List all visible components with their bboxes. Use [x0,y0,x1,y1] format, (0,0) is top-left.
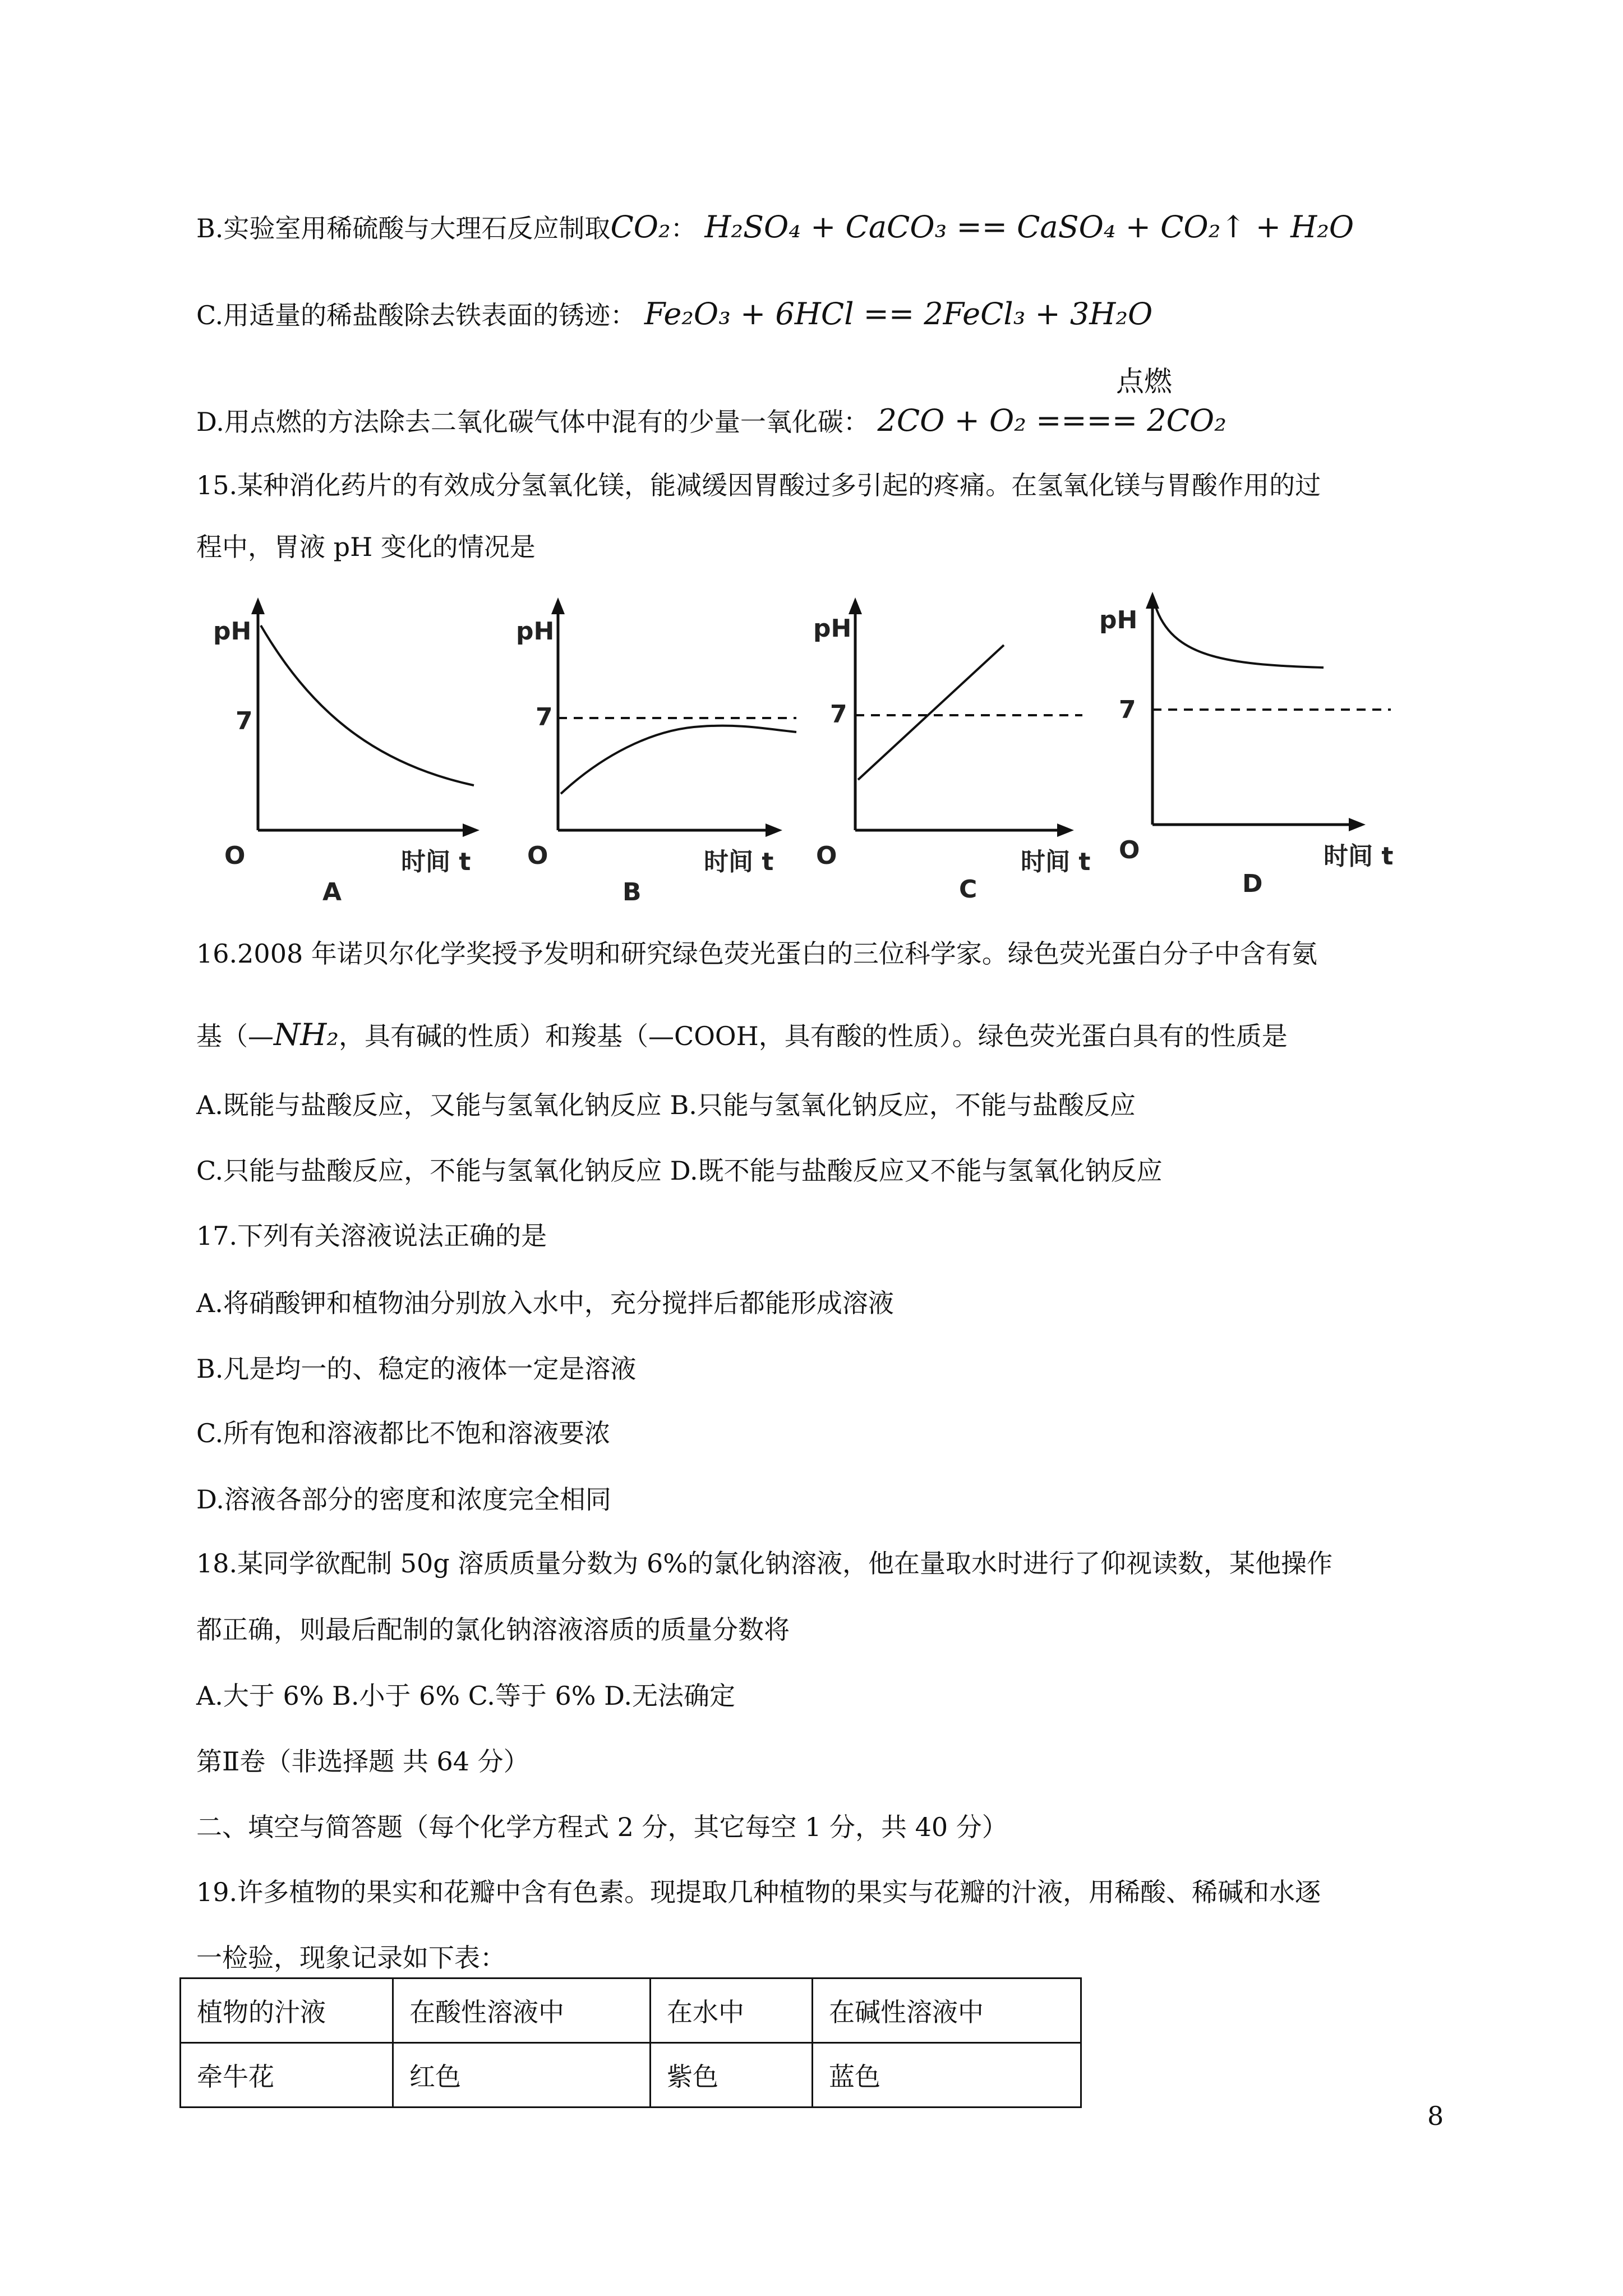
graph-d-time-label: 时间 t [1324,842,1394,871]
option-d-equation: 2CO + O₂ ==== 2CO₂ [877,403,1227,438]
graph-a-x-arrow [463,823,479,837]
table-cell: 牵牛花 [181,2043,393,2108]
q15-line2: 程中，胃液 pH 变化的情况是 [196,532,536,562]
q17-option-c: C.所有饱和溶液都比不饱和溶液要浓 [196,1418,611,1448]
section-volume-heading: 第Ⅱ卷（非选择题 共 64 分） [196,1746,529,1777]
option-c-text: C.用适量的稀盐酸除去铁表面的锈迹： [196,300,637,330]
q17-option-d: D.溶液各部分的密度和浓度完全相同 [196,1484,611,1515]
q16-line2-end: ，具有碱的性质）和羧基（—COOH，具有酸的性质）。绿色荧光蛋白具有的性质是 [339,1021,1288,1051]
option-b-colon: ： [670,213,697,243]
q16-options-row2: C.只能与盐酸反应，不能与氢氧化钠反应 D.既不能与盐酸反应又不能与氢氧化钠反应 [196,1156,1163,1186]
q18-options: A.大于 6% B.小于 6% C.等于 6% D.无法确定 [196,1681,735,1711]
table-header-cell: 在碱性溶液中 [813,1978,1081,2043]
table-header-cell: 在水中 [651,1978,813,2043]
graph-a-seven-label: 7 [236,707,253,735]
graph-b-option-label: B [623,878,642,907]
option-c-line [196,295,1152,335]
table-row [181,2043,1081,2108]
graph-d [1099,595,1413,898]
table-header-cell: 植物的汁液 [181,1978,393,2043]
option-b-text: B.实验室用稀硫酸与大理石反应制取 [196,213,611,243]
option-c-equation: Fe₂O₃ + 6HCl == 2FeCl₃ + 3H₂O [644,296,1153,332]
q16-line2 [196,1015,1288,1056]
graph-a-ph-label: pH [213,617,252,646]
graph-c-origin-label: O [816,841,837,870]
section-part-heading: 二、填空与简答题（每个化学方程式 2 分，其它每空 1 分，共 40 分） [196,1812,1008,1842]
q16-options-row1: A.既能与盐酸反应，又能与氢氧化钠反应 B.只能与氢氧化钠反应，不能与盐酸反应 [196,1090,1136,1120]
graph-b-seven-label: 7 [536,703,553,731]
graph-b-origin-label: O [527,841,548,870]
q19-line1: 19.许多植物的果实和花瓣中含有色素。现提取几种植物的果实与花瓣的汁液，用稀酸、稀碱和水逐 [196,1877,1321,1907]
q18-line1: 18.某同学欲配制 50g 溶质质量分数为 6%的氯化钠溶液，他在量取水时进行了仰视读数，某他操作 [196,1548,1332,1579]
graph-a-y-arrow [251,597,265,614]
graph-c-y-arrow [849,597,862,614]
graph-a-option-label: A [322,878,342,907]
graph-d-option-label: D [1242,869,1263,898]
table-cell: 紫色 [651,2043,813,2108]
graph-c-line [858,645,1004,780]
option-d-line [196,401,1227,441]
graph-c-x-arrow [1057,823,1074,837]
option-d-condition: 点燃 [1116,365,1172,398]
table-cell: 蓝色 [813,2043,1081,2108]
option-d-text: D.用点燃的方法除去二氧化碳气体中混有的少量一氧化碳： [196,407,869,437]
graph-d-seven-label: 7 [1119,696,1136,724]
table-header-row [181,1978,1081,2043]
graph-b-curve [561,726,796,794]
graph-d-origin-label: O [1119,836,1140,864]
q19-line2: 一检验，现象记录如下表： [196,1943,506,1973]
option-b-equation: H₂SO₄ + CaCO₃ == CaSO₄ + CO₂↑ + H₂O [704,209,1354,245]
q16-line1: 16.2008 年诺贝尔化学奖授予发明和研究绿色荧光蛋白的三位科学家。绿色荧光蛋白分子中含有氨 [196,938,1317,969]
graph-b-y-arrow [551,597,565,614]
q17-stem: 17.下列有关溶液说法正确的是 [196,1221,547,1251]
q16-line2-start: 基（— [196,1021,274,1051]
q16-nh2: NH₂ [274,1017,339,1052]
indicator-table [179,1977,1082,2108]
graph-b-time-label: 时间 t [704,848,774,876]
page-number: 8 [1427,2101,1444,2131]
table-cell: 红色 [393,2043,651,2108]
graph-c-ph-label: pH [813,614,852,643]
graph-a-curve [261,625,474,785]
q17-option-b: B.凡是均一的、稳定的液体一定是溶液 [196,1354,637,1384]
graph-c-time-label: 时间 t [1021,848,1091,876]
graph-d-curve [1155,606,1324,668]
graph-d-ph-label: pH [1099,606,1138,634]
q17-option-a: A.将硝酸钾和植物油分别放入水中，充分搅拌后都能形成溶液 [196,1288,894,1318]
q15-line1: 15.某种消化药片的有效成分氢氧化镁，能减缓因胃酸过多引起的疼痛。在氢氧化镁与胃酸作用的过 [196,470,1321,500]
q18-line2: 都正确，则最后配制的氯化钠溶液溶质的质量分数将 [196,1614,790,1645]
graph-c [796,595,1099,904]
graph-b-x-arrow [766,823,782,837]
graph-c-seven-label: 7 [830,700,847,729]
graph-b-ph-label: pH [516,617,555,646]
table-header-cell: 在酸性溶液中 [393,1978,651,2043]
graph-b [505,595,796,907]
option-b-line [196,208,1354,248]
graph-d-x-arrow [1349,818,1366,831]
graph-a-origin-label: O [224,841,246,870]
graph-a [202,595,494,907]
graph-a-time-label: 时间 t [401,848,471,876]
option-b-gas: CO₂ [610,209,671,245]
graph-d-y-arrow [1146,592,1159,609]
graph-c-option-label: C [959,875,978,904]
